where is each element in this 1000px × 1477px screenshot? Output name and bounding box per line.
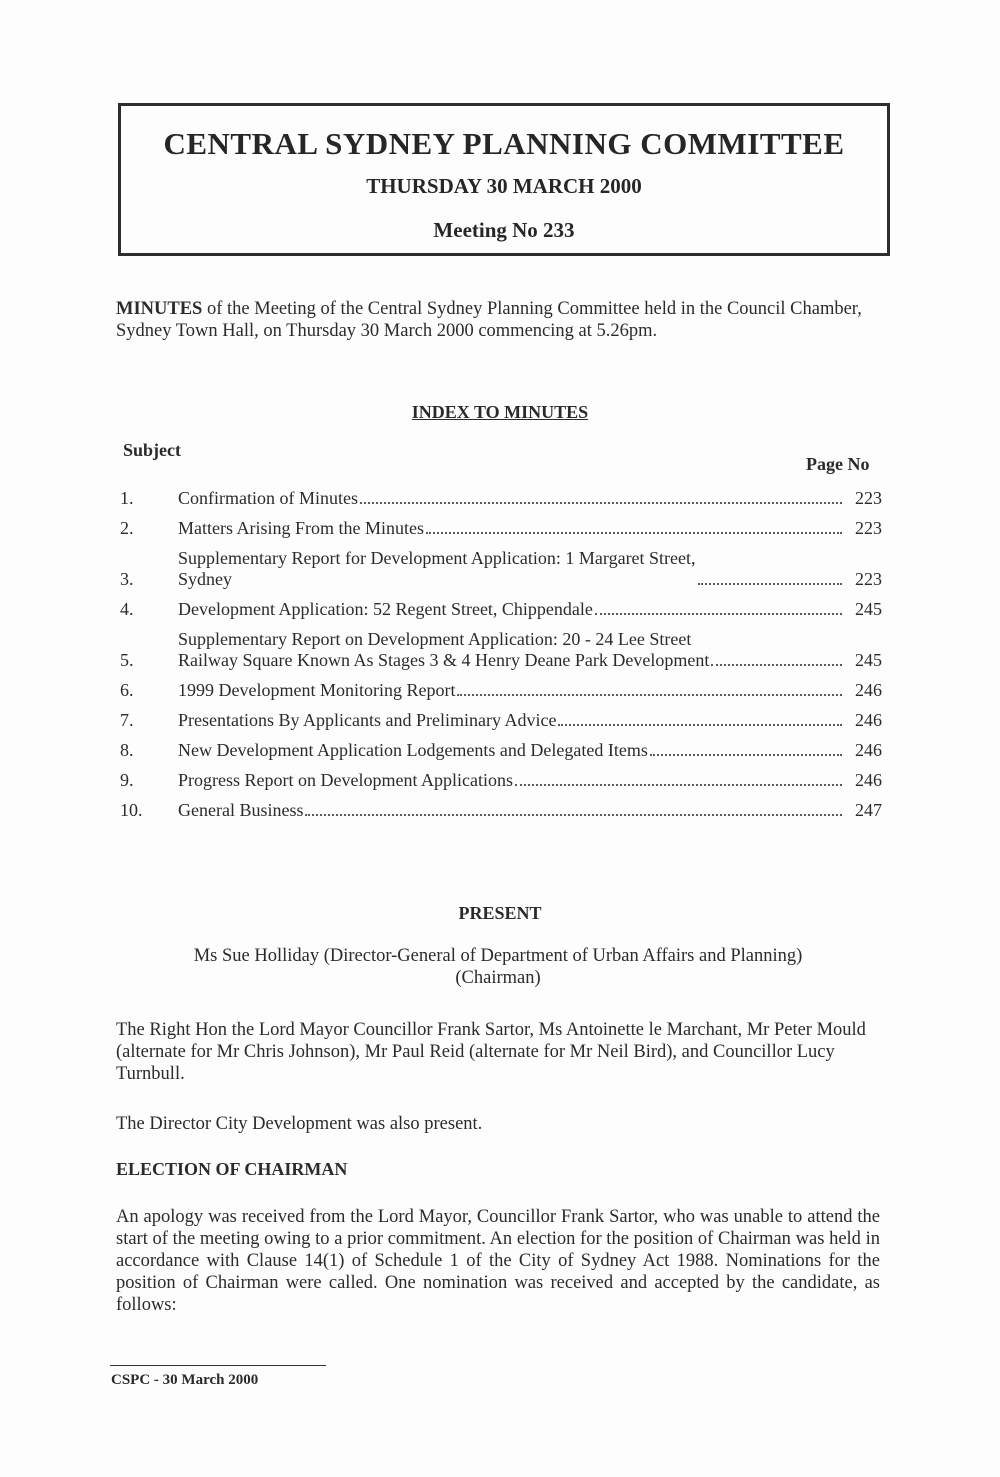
chair-name: Ms Sue Holliday (Director-General of Department of Urban Affairs and Planning) (193, 946, 803, 966)
index-item-number: 10. (120, 800, 143, 820)
dot-leader (711, 664, 842, 666)
index-item-body (178, 599, 846, 620)
index-item-number: 9. (120, 770, 134, 790)
index-item-page: 245 (855, 599, 882, 619)
dot-leader (305, 814, 842, 816)
index-row (120, 599, 882, 620)
index-item-title: Supplementary Report on Development Application: 20 - 24 Lee Street Railway Square Known As Stages 3 & 4 Henry Deane Park Development (178, 629, 710, 670)
index-item-body (178, 680, 846, 701)
index-heading: INDEX TO MINUTES (411, 402, 589, 422)
index-item-body (178, 518, 846, 539)
index-item-number: 3. (120, 569, 134, 589)
index-row (120, 548, 882, 590)
dot-leader (457, 694, 842, 696)
index-item-body (178, 740, 846, 761)
index-list (120, 488, 882, 830)
meeting-date: THURSDAY 30 MARCH 2000 (366, 174, 642, 198)
index-item-page: 246 (855, 770, 882, 790)
dot-leader (595, 613, 842, 615)
index-item-page: 246 (855, 710, 882, 730)
index-row (120, 629, 882, 671)
footer-rule (110, 1365, 326, 1366)
index-item-title: 1999 Development Monitoring Report (178, 680, 456, 700)
index-row (120, 800, 882, 821)
index-item-page: 223 (855, 518, 882, 538)
index-item-number: 7. (120, 710, 134, 730)
dot-leader (558, 724, 842, 726)
index-row (120, 770, 882, 791)
index-item-title: Presentations By Applicants and Preliminary Advice (178, 710, 557, 730)
index-item-number: 5. (120, 650, 134, 670)
dot-leader (650, 754, 842, 756)
index-item-number: 8. (120, 740, 134, 760)
also-present-paragraph: The Director City Development was also present. (116, 1114, 483, 1134)
title-box (118, 103, 890, 256)
dot-leader (515, 784, 842, 786)
index-item-page: 246 (855, 740, 882, 760)
footer-label: CSPC - 30 March 2000 (111, 1372, 259, 1388)
intro-paragraph (116, 298, 880, 342)
index-item-body (178, 629, 846, 671)
index-item-number: 2. (120, 518, 134, 538)
intro-lead: MINUTES (116, 299, 203, 319)
index-row (120, 680, 882, 701)
index-row (120, 740, 882, 761)
index-item-title: Confirmation of Minutes (178, 488, 358, 508)
index-row (120, 710, 882, 731)
index-item-page: 246 (855, 680, 882, 700)
meeting-number: Meeting No 233 (433, 218, 575, 242)
index-item-body (178, 548, 846, 590)
index-item-title: General Business (178, 800, 304, 820)
index-row (120, 488, 882, 509)
index-item-body (178, 800, 846, 821)
committee-title: CENTRAL SYDNEY PLANNING COMMITTEE (163, 126, 845, 161)
dot-leader (698, 583, 842, 585)
index-item-title: New Development Application Lodgements and Delegated Items (178, 740, 648, 760)
index-row (120, 518, 882, 539)
index-item-page: 223 (855, 569, 882, 589)
dot-leader (426, 532, 842, 534)
dot-leader (360, 502, 842, 504)
index-item-body (178, 710, 846, 731)
index-item-body (178, 488, 846, 509)
election-heading: ELECTION OF CHAIRMAN (116, 1159, 348, 1179)
index-item-page: 245 (855, 650, 882, 670)
subject-label: Subject (123, 440, 181, 460)
index-item-page: 247 (855, 800, 882, 820)
chair-role: (Chairman) (455, 968, 541, 988)
index-item-title: Development Application: 52 Regent Street, Chippendale (178, 599, 593, 619)
index-item-title: Progress Report on Development Applications (178, 770, 513, 790)
page-no-label: Page No (806, 454, 870, 474)
intro-text: of the Meeting of the Central Sydney Planning Committee held in the Council Chamber, Sydney Town Hall, on Thursday 30 March 2000 commencing at 5.26pm. (116, 299, 862, 341)
chair-line (116, 945, 880, 989)
election-paragraph: An apology was received from the Lord Mayor, Councillor Frank Sartor, who was unable to attend the start of the meeting owing to a prior commitment. An election for the position of Chairman was held in accordance with Clause 14(1) of Schedule 1 of the City of Sydney Act 1988. Nominations for the position of Chairman were called. One nomination was received and accepted by the candidate, as follows: (116, 1207, 880, 1315)
index-item-number: 4. (120, 599, 134, 619)
present-heading: PRESENT (458, 903, 542, 923)
members-paragraph: The Right Hon the Lord Mayor Councillor Frank Sartor, Ms Antoinette le Marchant, Mr Peter Mould (alternate for Mr Chris Johnson), Mr Paul Reid (alternate for Mr Neil Bird), and Councillor Lucy Turnbull. (116, 1020, 866, 1084)
index-item-title: Supplementary Report for Development Application: 1 Margaret Street, Sydney (178, 548, 696, 589)
index-item-number: 1. (120, 488, 134, 508)
index-item-number: 6. (120, 680, 134, 700)
index-item-title: Matters Arising From the Minutes (178, 518, 424, 538)
index-item-page: 223 (855, 488, 882, 508)
index-item-body (178, 770, 846, 791)
